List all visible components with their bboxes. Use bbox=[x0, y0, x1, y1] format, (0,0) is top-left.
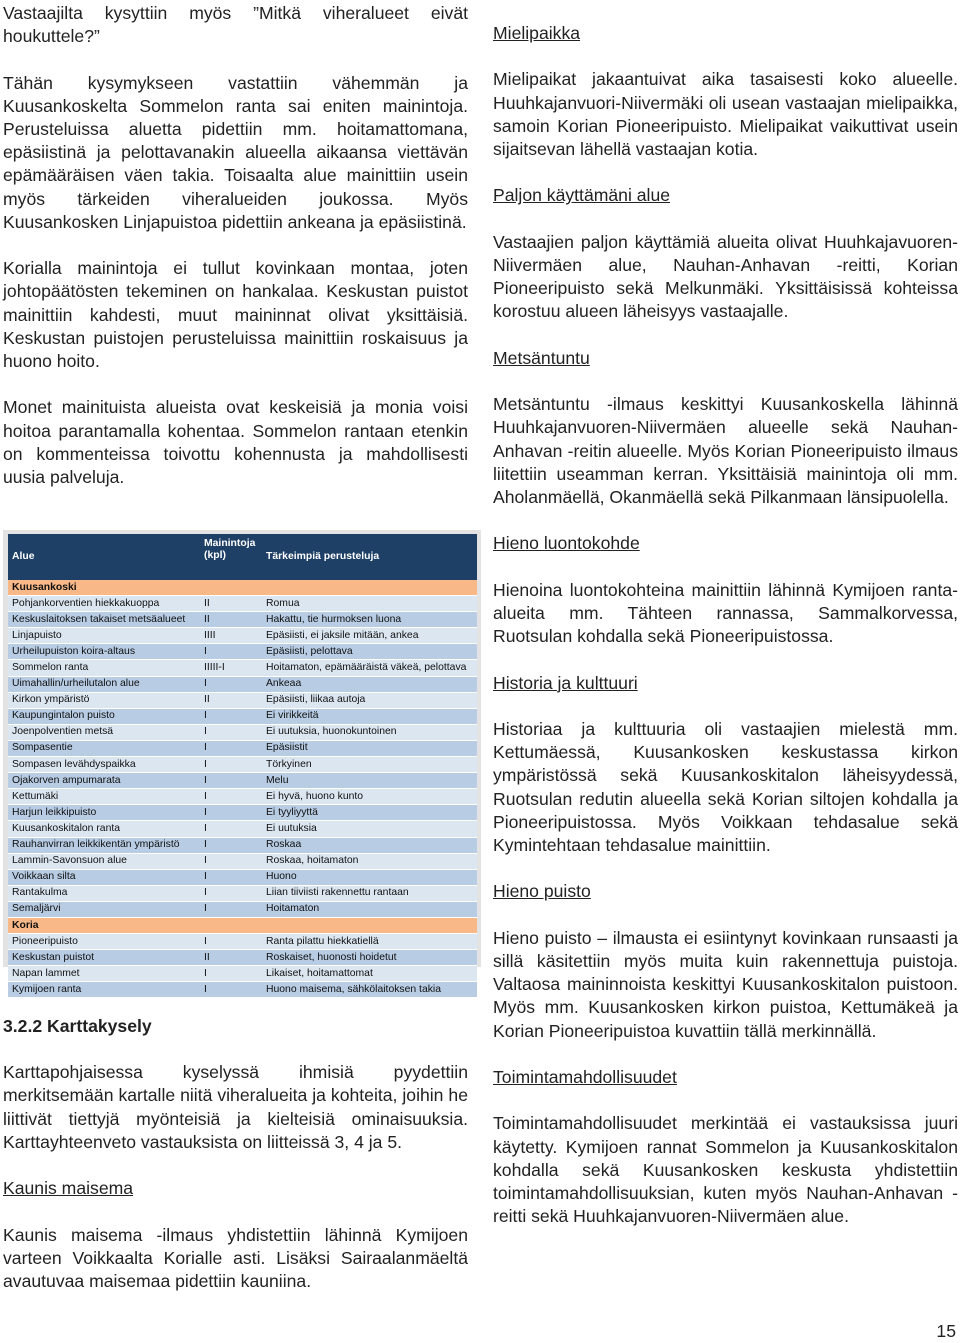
table-body bbox=[8, 580, 477, 998]
cell-reasons: Romua bbox=[262, 596, 477, 612]
table-row bbox=[8, 644, 477, 660]
cell-reasons: Likaiset, hoitamattomat bbox=[262, 966, 477, 982]
table-row bbox=[8, 885, 477, 901]
table-row bbox=[8, 966, 477, 982]
cell-count: II bbox=[200, 596, 262, 612]
table-row bbox=[8, 982, 477, 998]
heading-kaunis-maisema: Kaunis maisema bbox=[3, 1178, 134, 1199]
table-row bbox=[8, 821, 477, 837]
cell-reasons: Törkyinen bbox=[262, 757, 477, 773]
heading-paljon-kayttamani: Paljon käyttämäni alue bbox=[493, 185, 671, 206]
heading-metsantuntu: Metsäntuntu bbox=[493, 347, 590, 368]
left-column bbox=[3, 2, 468, 512]
intro-question: Vastaajilta kysyttiin myös ”Mitkä viheralueet eivät houkuttele?” bbox=[3, 3, 468, 47]
paragraph-sommelo: Tähän kysymykseen vastattiin vähemmän ja Kuusankoskelta Sommelon ranta sai eniten mainintoja. Perusteluissa aluetta pidettiin mm. hoitamattomana, epäsiistinä ja pelottavanakin alueella aikaansa viettävän epämääräisen väen takia. Toisaalta alue mainittiin usein myös tärkeiden viheralueiden joukossa. Myös Kuusankosken Linjapuistoa pidettiin ankeana ja epäsiistinä. bbox=[3, 72, 468, 232]
paragraph-historia-kulttuuri: Historiaa ja kulttuuria oli vastaajien mielestä mm. Kettumäessä, Kuusankosken keskustassa kirkon ympäristössä sekä Kuusankoskitalon läheisyydessä, Ruotsulan redutin alueella sekä Korian siltojen kohdalla ja Pioneeripuistossa. Myös Voikkaan tehdasalue sekä Kymintehtaan tehdasalue mainittiin. bbox=[493, 718, 958, 855]
mentions-table bbox=[8, 534, 477, 998]
heading-hieno-luontokohde: Hieno luontokohde bbox=[493, 533, 640, 554]
cell-count: I bbox=[200, 885, 262, 901]
paragraph-koria: Korialla mainintoja ei tullut kovinkaan montaa, joten johtopäätösten tekeminen on hankalaa. Keskustan puistot mainittiin kahdesti, muut maininnat olivat yksittäisiä. Keskustan puistojen perusteluissa mainittiin roskaisuus ja huono hoito. bbox=[3, 258, 468, 372]
subsection-paragraph: Karttapohjaisessa kyselyssä ihmisiä pyydettiin merkitsemään kartalle niitä viheralueita ja kohteita, joihin he liittivät tiettyjä myönteisiä ja kielteisiä ominaisuuksia. Karttayhteenveto vastauksista on liitteissä 3, 4 ja 5. bbox=[3, 1062, 468, 1152]
cell-area: Lammin-Savonsuon alue bbox=[8, 853, 200, 869]
cell-count: I bbox=[200, 708, 262, 724]
cell-count: II bbox=[200, 612, 262, 628]
cell-reasons: Ei uutuksia bbox=[262, 821, 477, 837]
cell-area: Sommelon ranta bbox=[8, 660, 200, 676]
paragraph-paljon-kayttamani: Vastaajien paljon käyttämiä alueita olivat Huuhkajavuoren-Niivermäen alue, Nauhan-Anhavan -reitti, Korian Pioneeripuisto sekä Melkunmäki. Yksittäisissä kohteissa korostuu alueen läheisyys vastaajalle. bbox=[493, 231, 958, 322]
cell-area: Harjun leikkipuisto bbox=[8, 805, 200, 821]
cell-area: Linjapuisto bbox=[8, 628, 200, 644]
cell-reasons: Hoitamaton, epämääräistä väkeä, pelottava bbox=[262, 660, 477, 676]
paragraph-kaunis-maisema: Kaunis maisema -ilmaus yhdistettiin lähinnä Kymijoen varteen Voikkaalta Korialle asti. Lisäksi Sairaalanmäeltä avautuvaa maisemaa pidettiin kauniina. bbox=[3, 1224, 468, 1291]
cell-area: Rantakulma bbox=[8, 885, 200, 901]
cell-count: I bbox=[200, 740, 262, 756]
cell-reasons: Epäsiisti, pelottava bbox=[262, 644, 477, 660]
table-row bbox=[8, 676, 477, 692]
left-column-bottom bbox=[3, 1015, 468, 1316]
heading-hieno-puisto: Hieno puisto bbox=[493, 881, 591, 902]
table-row bbox=[8, 708, 477, 724]
table-row bbox=[8, 773, 477, 789]
cell-area: Rauhanvirran leikkikentän ympäristö bbox=[8, 837, 200, 853]
page-number: 15 bbox=[936, 1321, 956, 1341]
cell-reasons: Epäsiisti, ei jaksile mitään, ankea bbox=[262, 628, 477, 644]
cell-area: Pohjankorventien hiekkakuoppa bbox=[8, 596, 200, 612]
cell-reasons: Epäsiistit bbox=[262, 740, 477, 756]
cell-reasons: Ei uutuksia, huonokuntoinen bbox=[262, 724, 477, 740]
cell-area: Joenpolventien metsä bbox=[8, 724, 200, 740]
cell-area: Kirkon ympäristö bbox=[8, 692, 200, 708]
cell-reasons: Huono bbox=[262, 869, 477, 885]
paragraph-summary: Monet mainituista alueista ovat keskeisiä ja monia voisi hoitoa parantamalla kohentaa. Sommelon rantaan etenkin on kommenteissa toivottu kohennusta ja mahdollisesti uusia palveluja. bbox=[3, 397, 468, 488]
cell-reasons: Ei tyyliyyttä bbox=[262, 805, 477, 821]
cell-count: I bbox=[200, 789, 262, 805]
cell-area: Urheilupuiston koira-altaus bbox=[8, 644, 200, 660]
table-row bbox=[8, 869, 477, 885]
cell-count: I bbox=[200, 966, 262, 982]
cell-reasons: Ei hyvä, huono kunto bbox=[262, 789, 477, 805]
table-row bbox=[8, 660, 477, 676]
table-header-row bbox=[8, 534, 477, 580]
table-row bbox=[8, 612, 477, 628]
cell-count: IIIII-I bbox=[200, 660, 262, 676]
cell-area: Voikkaan silta bbox=[8, 869, 200, 885]
cell-area: Napan lammet bbox=[8, 966, 200, 982]
cell-count: I bbox=[200, 773, 262, 789]
cell-reasons: Melu bbox=[262, 773, 477, 789]
table-row bbox=[8, 596, 477, 612]
cell-count: I bbox=[200, 901, 262, 917]
cell-area: Kymijoen ranta bbox=[8, 982, 200, 998]
table-row bbox=[8, 757, 477, 773]
table-row bbox=[8, 901, 477, 917]
group-name: Koria bbox=[8, 917, 477, 933]
cell-reasons: Roskaiset, huonosti hoidetut bbox=[262, 950, 477, 966]
cell-reasons: Hoitamaton bbox=[262, 901, 477, 917]
cell-count: II bbox=[200, 950, 262, 966]
cell-count: I bbox=[200, 982, 262, 998]
table-group-row bbox=[8, 580, 477, 596]
cell-area: Sompasen levähdyspaikka bbox=[8, 757, 200, 773]
table-row bbox=[8, 837, 477, 853]
table-row bbox=[8, 740, 477, 756]
cell-count: IIII bbox=[200, 628, 262, 644]
cell-area: Kettumäki bbox=[8, 789, 200, 805]
cell-reasons: Roskaa, hoitamaton bbox=[262, 853, 477, 869]
cell-reasons: Huono maisema, sähkölaitoksen takia bbox=[262, 982, 477, 998]
cell-area: Kaupungintalon puisto bbox=[8, 708, 200, 724]
cell-count: I bbox=[200, 869, 262, 885]
table-row bbox=[8, 950, 477, 966]
cell-count: II bbox=[200, 692, 262, 708]
header-count: Mainintoja (kpl) bbox=[200, 534, 262, 580]
cell-reasons: Roskaa bbox=[262, 837, 477, 853]
header-area: Alue bbox=[8, 534, 200, 580]
cell-area: Semaljärvi bbox=[8, 901, 200, 917]
cell-reasons: Ei virikkeitä bbox=[262, 708, 477, 724]
table-row bbox=[8, 789, 477, 805]
cell-reasons: Hakattu, tie hurmoksen luona bbox=[262, 612, 477, 628]
cell-reasons: Liian tiiviisti rakennettu rantaan bbox=[262, 885, 477, 901]
table-row bbox=[8, 692, 477, 708]
cell-reasons: Ranta pilattu hiekkatiellä bbox=[262, 934, 477, 950]
table-row bbox=[8, 724, 477, 740]
cell-reasons: Epäsiisti, liikaa autoja bbox=[262, 692, 477, 708]
cell-count: I bbox=[200, 757, 262, 773]
group-name: Kuusankoski bbox=[8, 580, 477, 596]
cell-count: I bbox=[200, 644, 262, 660]
heading-toimintamahdollisuudet: Toimintamahdollisuudet bbox=[493, 1066, 677, 1087]
table-row bbox=[8, 628, 477, 644]
table-row bbox=[8, 934, 477, 950]
cell-count: I bbox=[200, 805, 262, 821]
heading-mielipaikka: Mielipaikka bbox=[493, 23, 581, 43]
cell-count: I bbox=[200, 934, 262, 950]
right-column bbox=[493, 2, 958, 1252]
table-row bbox=[8, 853, 477, 869]
cell-area: Uimahallin/urheilutalon alue bbox=[8, 676, 200, 692]
cell-reasons: Ankeaa bbox=[262, 676, 477, 692]
table-row bbox=[8, 805, 477, 821]
cell-count: I bbox=[200, 837, 262, 853]
paragraph-metsantuntu: Metsäntuntu -ilmaus keskittyi Kuusankoskella lähinnä Huuhkajanvuoren-Niivermäen alueelle sekä Nauhan-Anhavan -reitin alueelle. Myös Korian Pioneeripuisto ilmaus liitettiin useamman kerran. Yksittäisiä mainintoja oli mm. Aholanmäellä, Okanmäellä sekä Pilkanmaan länsipuolella. bbox=[493, 394, 958, 507]
cell-count: I bbox=[200, 853, 262, 869]
cell-area: Ojakorven ampumarata bbox=[8, 773, 200, 789]
paragraph-mielipaikka: Mielipaikat jakaantuivat aika tasaisesti koko alueelle. Huuhkajanvuori-Niivermäki oli usean vastaajan mielipaikka, samoin Korian Pioneeripuisto. Mielipaikat vaikuttivat usein sijaitsevan lähellä vastaajan kotia. bbox=[493, 69, 958, 159]
cell-area: Keskustan puistot bbox=[8, 950, 200, 966]
paragraph-hieno-puisto: Hieno puisto – ilmausta ei esiintynyt kovinkaan runsaasti ja sillä käsitettiin myös muita kuin rakennettuja puistoja. Valtaosa maininnoista keskittyi Kuusankoskitalon puistoon. Myös mm. Kuusankosken kirkon puistoa, Kettumäkeä ja Korian Pioneeripuistoa kuvattiin tällä merkinnällä. bbox=[493, 927, 958, 1041]
heading-historia-kulttuuri: Historia ja kulttuuri bbox=[493, 672, 638, 693]
paragraph-toimintamahdollisuudet: Toimintamahdollisuudet merkintää ei vastauksissa juuri käytetty. Kymijoen rannat Sommelon ja Kuusankoskitalon kohdalla sekä Kuusankosken keskusta yhdistettiin toimintamahdollisuuksian, kuten myös Nauhan-Anhavan -reitti sekä Huuhkajanvuoren-Niivermäen alue. bbox=[493, 1113, 958, 1227]
cell-count: I bbox=[200, 821, 262, 837]
cell-area: Kuusankoskitalon ranta bbox=[8, 821, 200, 837]
cell-area: Sompasentie bbox=[8, 740, 200, 756]
cell-count: I bbox=[200, 724, 262, 740]
cell-area: Keskuslaitoksen takaiset metsäalueet bbox=[8, 612, 200, 628]
paragraph-hieno-luontokohde: Hienoina luontokohteina mainittiin lähinnä Kymijoen ranta-alueita mm. Tähteen rannassa, Sammalkorvessa, Ruotsulan kohdalla sekä Pioneeripuistossa. bbox=[493, 579, 958, 647]
table-group-row bbox=[8, 917, 477, 933]
mentions-table-image bbox=[3, 530, 481, 995]
cell-count: I bbox=[200, 676, 262, 692]
subsection-title: 3.2.2 Karttakysely bbox=[3, 1016, 152, 1036]
header-reasons: Tärkeimpiä perusteluja bbox=[262, 534, 477, 580]
cell-area: Pioneeripuisto bbox=[8, 934, 200, 950]
